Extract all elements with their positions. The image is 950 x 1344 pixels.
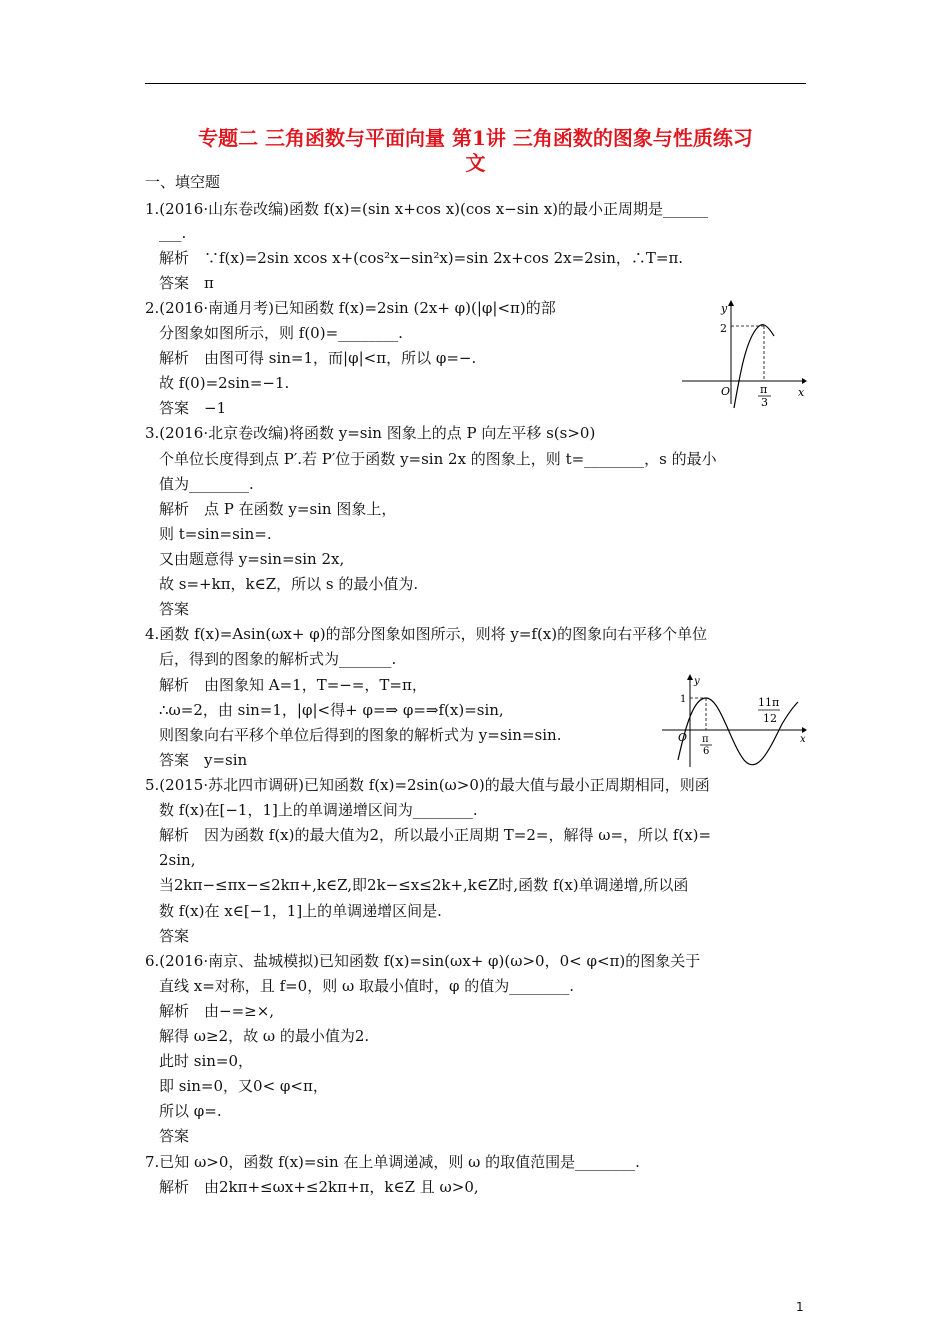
text-line: ∴ω=2，由 sin=1，|φ|<得+ φ=⇒ φ=⇒f(x)=sin,: [159, 701, 504, 719]
x-tick-11pi12-numerator: 11π: [758, 696, 780, 709]
x-tick-denominator: 3: [761, 396, 768, 409]
y-axis-arrow: [687, 674, 693, 680]
y-axis-label: y: [721, 302, 728, 315]
figure-problem-2: [676, 294, 811, 410]
text-line: 答案 −1: [159, 399, 227, 417]
text-line: 答案: [159, 927, 190, 945]
origin-label: O: [721, 385, 731, 398]
text-line: 解析 由−=≥×,: [159, 1002, 275, 1020]
text-line: 解析 因为函数 f(x)的最大值为2，所以最小正周期 T=2=，解得 ω=，所以 f(x)=: [159, 826, 712, 844]
page-number: 1: [796, 1300, 804, 1314]
text-line: 所以 φ=.: [159, 1102, 222, 1120]
x-tick-11pi12-denominator: 12: [763, 712, 777, 725]
text-line: 4.函数 f(x)=Asin(ωx+ φ)的部分图象如图所示，则将 y=f(x)的图象向右平移个单位: [145, 625, 708, 643]
text-line: 1.(2016·山东卷改编)函数 f(x)=(sin x+cos x)(cos x−sin x)的最小正周期是______: [145, 200, 709, 218]
text-line: 答案: [159, 1127, 190, 1145]
sine-curve: [734, 325, 774, 408]
text-line: 分图象如图所示，则 f(0)=________.: [159, 324, 403, 342]
text-line: 解析 由2kπ+≤ωx+≤2kπ+π，k∈Z 且 ω>0,: [159, 1178, 479, 1196]
sine-curve: [678, 698, 798, 765]
text-line: 解析 由图可得 sin=1，而|φ|<π，所以 φ=−.: [159, 349, 477, 367]
text-line: 当2kπ−≤πx−≤2kπ+,k∈Z,即2k−≤x≤2k+,k∈Z时,函数 f(x)单调递增,所以函: [159, 876, 689, 894]
doc-title-cont: 文: [465, 151, 486, 175]
origin-label: O: [678, 731, 688, 744]
text-line: 解析 点 P 在函数 y=sin 图象上，: [159, 500, 397, 518]
y-tick-label: 1: [680, 694, 687, 705]
top-rule: [145, 83, 806, 84]
text-line: 答案 π: [159, 274, 214, 292]
text-line: 个单位长度得到点 P′.若 P′位于函数 y=sin 2x 的图象上，则 t=________，s 的最小: [159, 450, 717, 468]
x-tick-pi6-denominator: 6: [703, 746, 710, 757]
text-line: 5.(2015·苏北四市调研)已知函数 f(x)=2sin(ω>0)的最大值与最小正周期相同，则函: [145, 776, 710, 794]
text-line: 又由题意得 y=sin=sin 2x,: [159, 550, 345, 568]
x-tick-pi6-numerator: π: [702, 734, 709, 745]
section-heading: 一、填空题: [145, 173, 221, 191]
text-line: 2sin,: [159, 851, 196, 869]
x-axis-label: x: [800, 734, 806, 745]
text-line: 即 sin=0，又0< φ<π，: [159, 1077, 328, 1095]
text-line: 则 t=sin=sin=.: [159, 525, 272, 543]
text-line: 6.(2016·南京、盐城模拟)已知函数 f(x)=sin(ωx+ φ)(ω>0，0< φ<π)的图象关于: [145, 952, 701, 970]
text-line: 数 f(x)在[−1，1]上的单调递增区间为________.: [159, 801, 478, 819]
text-line: 此时 sin=0，: [159, 1052, 254, 1070]
text-line: ___.: [159, 224, 187, 242]
text-line: 解得 ω≥2，故 ω 的最小值为2.: [159, 1027, 370, 1045]
text-line: 答案: [159, 600, 190, 618]
y-axis-arrow: [728, 300, 734, 306]
text-line: 答案 y=sin: [159, 751, 248, 769]
text-line: 后，得到的图象的解析式为_______.: [159, 650, 397, 668]
y-axis-label: y: [694, 676, 700, 687]
x-axis-arrow: [802, 727, 807, 733]
text-line: 3.(2016·北京卷改编)将函数 y=sin 图象上的点 P 向左平移 s(s>0): [145, 424, 596, 442]
text-line: 数 f(x)在 x∈[−1，1]上的单调递增区间是.: [159, 902, 442, 920]
figure-problem-4: [660, 672, 810, 772]
text-line: 2.(2016·南通月考)已知函数 f(x)=2sin (2x+ φ)(|φ|<π)的部: [145, 299, 556, 317]
text-line: 值为________.: [159, 475, 254, 493]
x-axis-label: x: [798, 386, 805, 399]
y-tick-label: 2: [720, 322, 727, 335]
text-line: 解析 ∵f(x)=2sin xcos x+(cos²x−sin²x)=sin 2x+cos 2x=2sin，∴T=π.: [159, 249, 684, 267]
text-line: 直线 x=对称，且 f=0，则 ω 取最小值时，φ 的值为________.: [159, 977, 575, 995]
text-line: 故 s=+kπ，k∈Z，所以 s 的最小值为.: [159, 575, 419, 593]
x-axis-arrow: [802, 378, 807, 384]
text-line: 解析 由图象知 A=1，T=−=，T=π，: [159, 676, 427, 694]
doc-title: 专题二 三角函数与平面向量 第1讲 三角函数的图象与性质练习: [198, 126, 753, 150]
text-line: 7.已知 ω>0，函数 f(x)=sin 在上单调递减，则 ω 的取值范围是________.: [145, 1153, 640, 1171]
text-line: 则图象向右平移个单位后得到的图象的解析式为 y=sin=sin.: [159, 726, 562, 744]
text-line: 故 f(0)=2sin=−1.: [159, 374, 290, 392]
x-tick-numerator: π: [760, 383, 768, 396]
